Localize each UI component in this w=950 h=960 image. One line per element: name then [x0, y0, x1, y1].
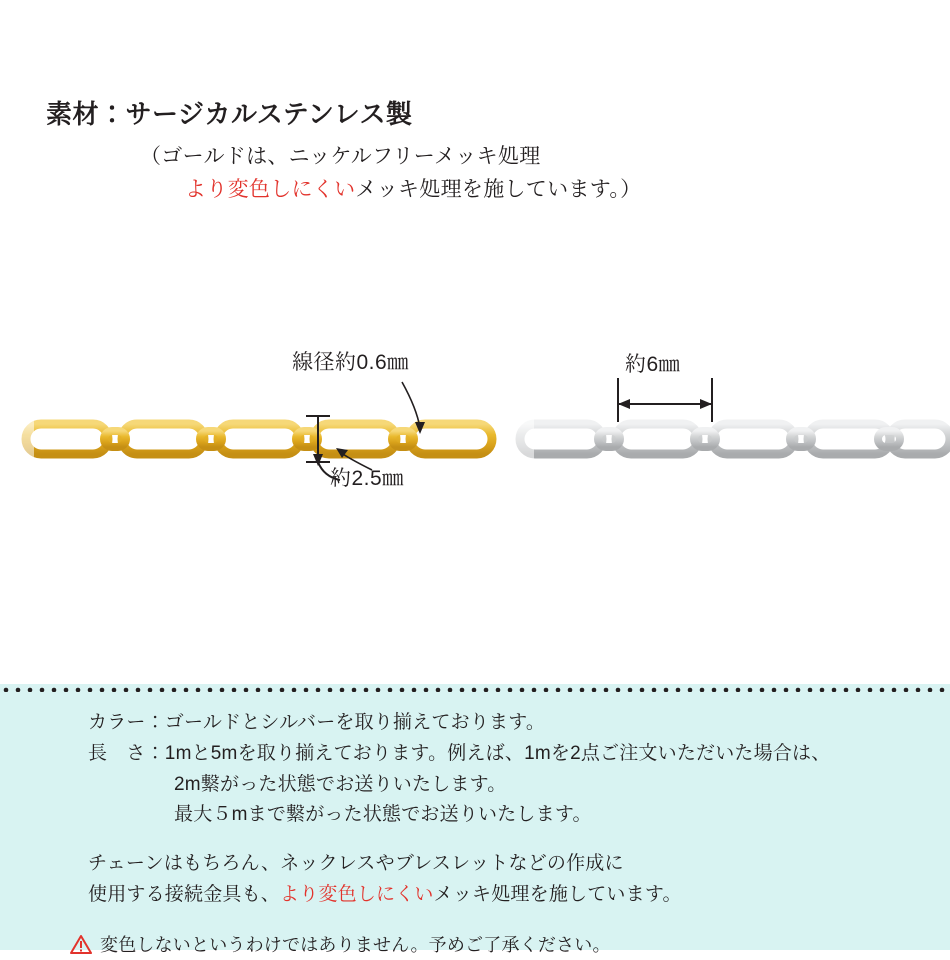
warning-triangle-icon: [70, 934, 92, 957]
material-subtitle: （ゴールドは、ニッケルフリーメッキ処理: [140, 144, 541, 168]
link-width-label: 約2.5㎜: [330, 467, 404, 490]
warning-note: [70, 931, 908, 960]
chain-illustration: [0, 330, 950, 660]
wire-diameter-label: 線径約0.6㎜: [292, 351, 409, 374]
details-text: [88, 708, 908, 960]
material-header: [0, 98, 950, 203]
color-line: カラー：ゴールドとシルバーを取り揃えております。: [88, 712, 546, 733]
length-line-2: 2m繋がった状態でお送りいたします。: [174, 773, 507, 795]
material-note-rest: メッキ処理を施しています。）: [355, 177, 642, 201]
link-length-dimension: [618, 378, 712, 422]
material-title: 素材：サージカルステンレス製: [46, 99, 413, 129]
chain-diagram: [0, 330, 950, 660]
usage-line-2-suffix: メッキ処理を施しています。: [433, 883, 682, 905]
dotted-divider: [0, 684, 950, 692]
material-note: [185, 176, 950, 203]
silver-chain-links: [508, 410, 950, 470]
usage-line-1: チェーンはもちろん、ネックレスやブレスレットなどの作成に: [88, 853, 624, 875]
link-length-label: 約6㎜: [625, 353, 681, 376]
length-line-1: 長 さ：1mと5mを取り揃えております。例えば、1mを2点ご注文いただいた場合は、: [88, 742, 831, 764]
usage-line-2-prefix: 使用する接続金具も、: [88, 883, 281, 905]
usage-line-2: [88, 880, 908, 911]
length-line-3: 最大５mまで繋がった状態でお送りいたします。: [174, 804, 592, 826]
details-panel: [0, 684, 950, 955]
material-note-highlight: より変色しにくい: [185, 177, 356, 201]
warning-text: 変色しないというわけではありません。予めご了承ください。: [100, 934, 611, 955]
usage-line-2-highlight: より変色しにくい: [280, 883, 434, 905]
